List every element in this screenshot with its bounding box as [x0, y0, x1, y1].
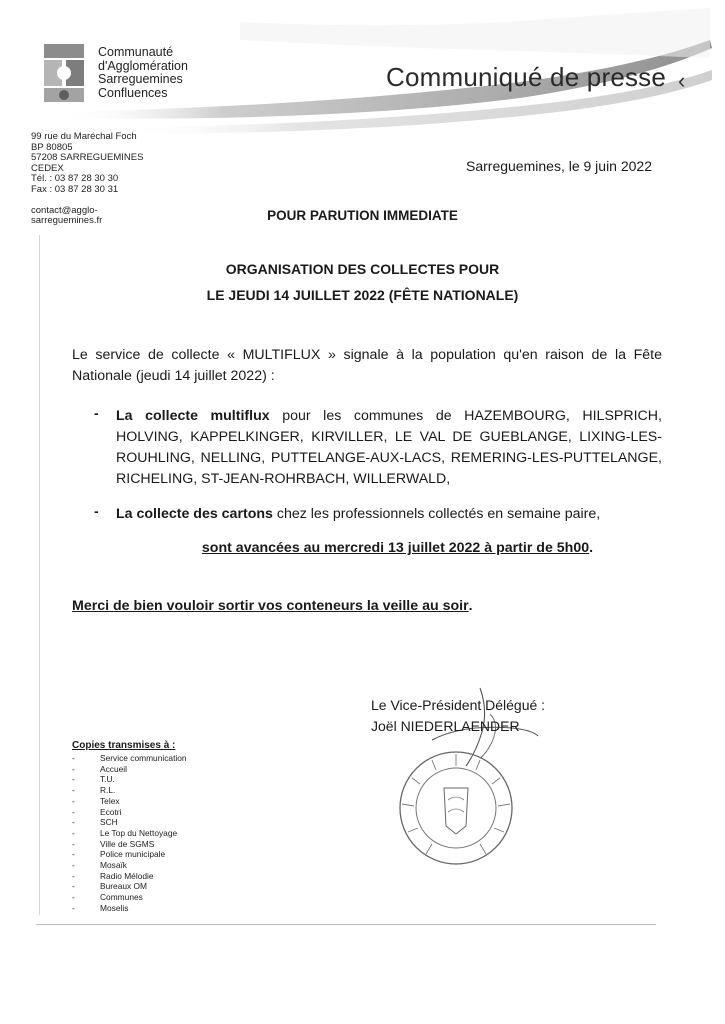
- bullet-cartons: [116, 504, 662, 525]
- address-line: BP 80805: [31, 141, 73, 153]
- footer-rule: [36, 924, 656, 925]
- list-item: - Telex: [72, 795, 120, 806]
- org-line: d'Agglomération: [98, 58, 188, 73]
- org-line: Communauté: [98, 45, 174, 59]
- org-line: Confluences: [98, 85, 168, 100]
- bullet-text: chez les professionnels collectés en semaine paire,: [272, 506, 601, 522]
- bullet-dash: -: [94, 405, 99, 421]
- list-item: - Le Top du Nettoyage: [72, 827, 178, 838]
- list-item: - Police municipale: [72, 849, 166, 860]
- bullet-bold: La collecte des cartons: [116, 506, 273, 522]
- email-line: contact@agglo-: [31, 204, 98, 216]
- press-release-title: Communiqué de presse: [386, 62, 667, 92]
- bullet-multiflux: [116, 406, 662, 490]
- thanks-text: Merci de bien vouloir sortir vos conteneurs la veille au soir: [72, 598, 469, 614]
- list-item: - Bureaux OM: [72, 881, 148, 892]
- margin-rule: [39, 235, 40, 915]
- signatory-name: Joël NIEDERLAENDER: [371, 718, 520, 734]
- address-line: CEDEX: [31, 162, 64, 174]
- signatory-title: Le Vice-Président Délégué :: [371, 697, 546, 713]
- advanced-text: sont avancées au mercredi 13 juillet 2022 à partir de 5h00: [201, 540, 590, 556]
- chevron-left-icon: ‹: [678, 68, 686, 93]
- list-item: - Communes: [72, 892, 143, 903]
- phone-line: Tél. : 03 87 28 30 30: [31, 173, 119, 185]
- headline-line-1: ORGANISATION DES COLLECTES POUR: [225, 261, 500, 277]
- list-item: - Ecotri: [72, 806, 122, 817]
- list-item: - R.L.: [72, 785, 116, 796]
- bullet-text: pour les communes de HAZEMBOURG, HILSPRICH, HOLVING, KAPPELKINGER, KIRVILLER, LE VAL DE GUEBLANGE, LIXING-LES-ROUHLING, NELLING, PUTTELANGE-AUX-LACS, REMERING-LES-PUTTELANGE, RICHELING, ST-JEAN-ROHRBACH, WILLERWALD,: [116, 408, 662, 487]
- thanks-period: .: [468, 598, 473, 614]
- list-item: - SCH: [72, 817, 118, 828]
- bullet-dash: -: [94, 503, 99, 519]
- list-item: - Ville de SGMS: [72, 838, 155, 849]
- address-line: 57208 SARREGUEMINES: [31, 152, 144, 164]
- intro-paragraph: Le service de collecte « MULTIFLUX » signale à la population qu'en raison de la Fête Nationale (jeudi 14 juillet 2022) :: [72, 347, 662, 384]
- advanced-period: .: [589, 540, 594, 556]
- advanced-date-notice: [0, 540, 725, 556]
- document-date: Sarreguemines, le 9 juin 2022: [466, 158, 653, 174]
- email-line: sarreguemines.fr: [31, 215, 103, 227]
- copies-list: [72, 753, 187, 914]
- thanks-notice: [72, 598, 473, 614]
- fax-line: Fax : 03 87 28 30 31: [31, 183, 119, 195]
- org-line: Sarreguemines: [98, 72, 183, 86]
- publication-notice: POUR PARUTION IMMEDIATE: [267, 208, 458, 223]
- list-item: - Moselis: [72, 902, 129, 913]
- bullet-bold: La collecte multiflux: [116, 408, 270, 424]
- official-seal: [396, 748, 516, 868]
- list-item: - Radio Mélodie: [72, 870, 154, 881]
- headline: [0, 256, 725, 308]
- headline-line-2: LE JEUDI 14 JUILLET 2022 (FÊTE NATIONALE): [206, 287, 519, 303]
- list-item: - T.U.: [72, 774, 115, 785]
- list-item: - Mosaïk: [72, 860, 127, 871]
- address-line: 99 rue du Maréchal Foch: [31, 131, 137, 142]
- organization-name: [98, 46, 188, 100]
- list-item: - Service communication: [72, 753, 187, 763]
- copies-heading: Copies transmises à :: [72, 740, 176, 751]
- organization-logo: [42, 44, 86, 102]
- list-item: - Accueil: [72, 763, 127, 774]
